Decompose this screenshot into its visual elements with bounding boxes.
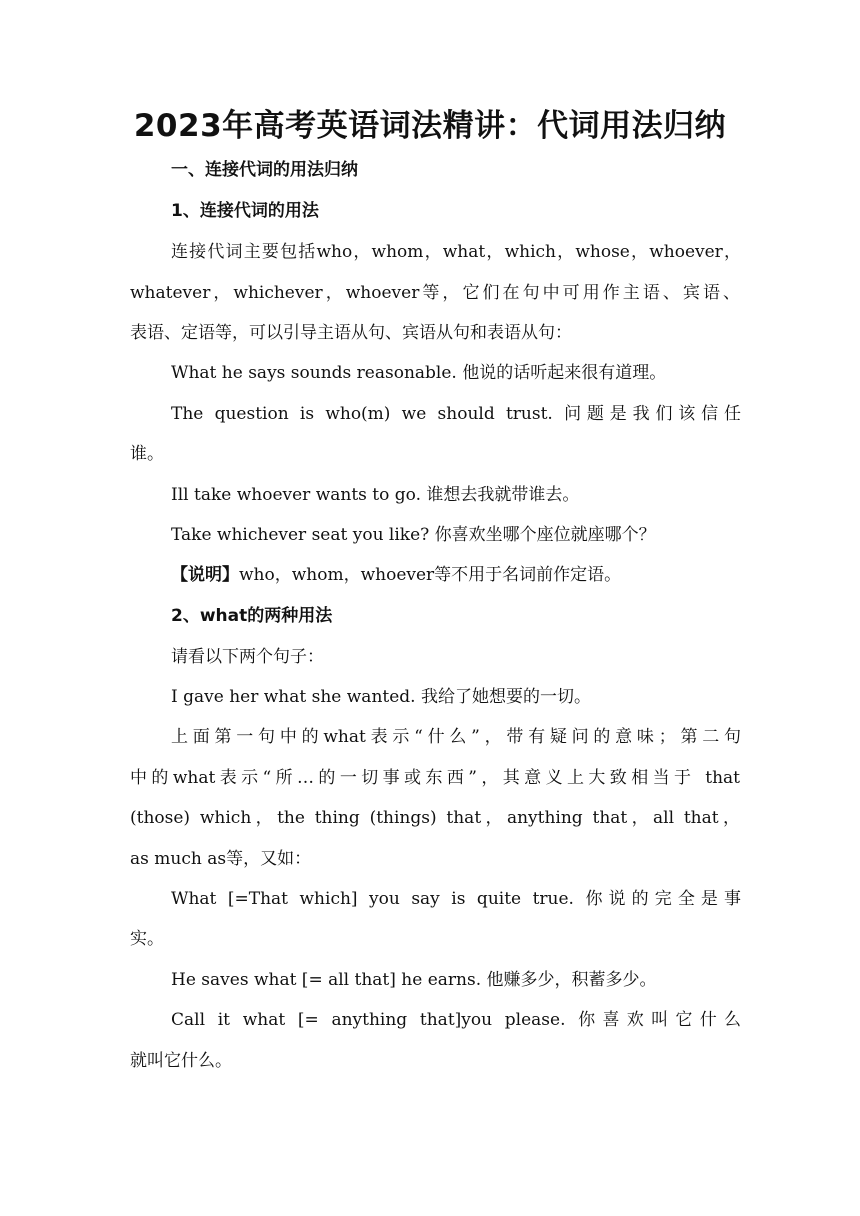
paragraph-1-line-3: 表语、定语等，可以引导主语从句、宾语从句和表语从句：	[130, 323, 572, 343]
example-sentence-5: I gave her what she wanted. 我给了她想要的一切。	[171, 687, 591, 707]
paragraph-3-line-4: as much as等，又如：	[130, 849, 312, 869]
subsection-heading-2: 2、what的两种用法	[171, 606, 333, 626]
section-heading-1: 一、连接代词的用法归纳	[171, 160, 358, 180]
example-sentence-2-line-2: 谁。	[130, 444, 164, 464]
example-sentence-7: He saves what [= all that] he earns. 他赚多少，积蓄多少。	[171, 970, 657, 990]
example-sentence-6-line-1: What [=That which] you say is quite true. 你说的完全是事	[171, 889, 741, 909]
note-line	[171, 563, 741, 587]
paragraph-3-line-3: (those) which，the thing (things) that，anything that，all that，	[130, 808, 740, 828]
paragraph-1-line-1: 连接代词主要包括who，whom，what，which，whose，whoever，	[171, 242, 741, 262]
example-sentence-8-line-1: Call it what [= anything that]you please. 你喜欢叫它什么	[171, 1010, 741, 1030]
paragraph-2: 请看以下两个句子：	[171, 647, 324, 667]
example-sentence-3: Ill take whoever wants to go. 谁想去我就带谁去。	[171, 485, 580, 505]
example-sentence-6-line-2: 实。	[130, 929, 164, 949]
paragraph-3-line-1: 上面第一句中的what表示“什么”，带有疑问的意味；第二句	[171, 727, 741, 747]
document-title: 2023年高考英语词法精讲：代词用法归纳	[133, 108, 727, 144]
example-sentence-2-line-1: The question is who(m) we should trust. 问题是我们该信任	[171, 404, 741, 424]
subsection-heading-1: 1、连接代词的用法	[171, 201, 319, 221]
note-label: 【说明】	[171, 565, 239, 585]
paragraph-1-line-2: whatever，whichever，whoever等，它们在句中可用作主语、宾语、	[130, 283, 740, 303]
example-sentence-8-line-2: 就叫它什么。	[130, 1051, 232, 1071]
paragraph-3-line-2: 中的what表示“所…的一切事或东西”，其意义上大致相当于 that	[130, 768, 740, 788]
example-sentence-1: What he says sounds reasonable. 他说的话听起来很有道理。	[171, 363, 667, 383]
note-text: who，whom，whoever等不用于名词前作定语。	[239, 565, 622, 585]
example-sentence-4: Take whichever seat you like? 你喜欢坐哪个座位就座哪个？	[171, 525, 656, 545]
